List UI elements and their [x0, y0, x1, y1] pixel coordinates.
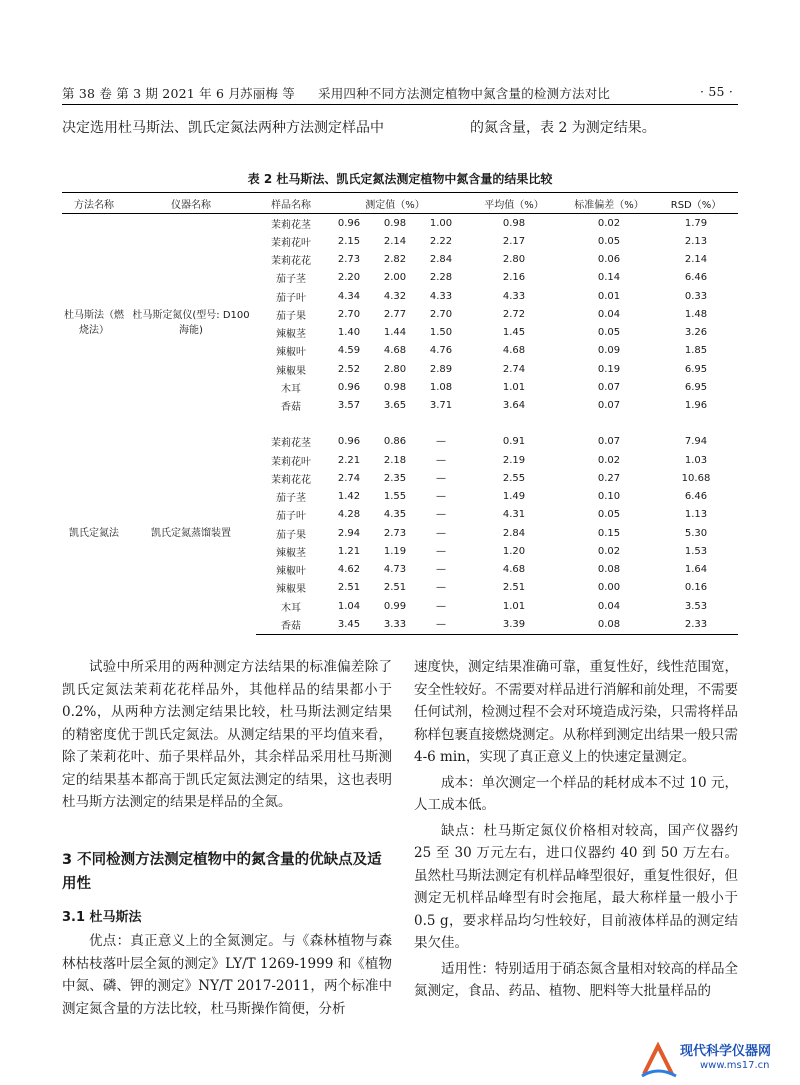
mean-cell: 1.20	[502, 545, 526, 557]
discussion-paragraph: 试验中所采用的两种测定方法结果的标准偏差除了凯氏定氮法茉莉花花样品外，其他样品的结果都小于 0.2%，从两种方法测定结果比较，杜马斯法测定结果的精密度优于凯氏定氮法。从测定结果的平均值来看，除了茉莉花叶、茄子果样品外，其余样品采用杜马斯测定的结果基本都高于凯氏定氮法测定的结果，这也表明杜马斯方法测定的结果是样品的全氮。	[62, 659, 392, 810]
intro-line-right: 的氮含量，表 2 为测定结果。	[470, 120, 656, 136]
measured-1-cell: 2.20	[337, 272, 361, 284]
intro-line: 决定选用杜马斯法、凯氏定氮法两种方法测定样品中	[62, 120, 384, 136]
measured-1-cell: 1.21	[337, 545, 361, 557]
measured-1-cell: 3.45	[326, 615, 372, 634]
sd-cell: 0.02	[597, 454, 621, 466]
measured-2-cell: 2.51	[383, 582, 407, 594]
measured-1-cell: 1.04	[337, 600, 361, 612]
mean-cell: 4.68	[502, 345, 526, 357]
header-mean: 平均值（%）	[464, 193, 564, 214]
mean-cell: 1.45	[502, 327, 526, 339]
rsd-cell: 6.95	[684, 363, 708, 375]
mean-cell: 4.33	[502, 290, 526, 302]
left-column	[62, 656, 392, 814]
rsd-cell: 2.33	[654, 615, 738, 634]
measured-2-cell: 0.98	[383, 381, 407, 393]
mean-cell: 2.72	[502, 308, 526, 320]
disadvantages-paragraph: 缺点：杜马斯定氮仪价格相对较高，国产仪器约 25 至 30 万元左右，进口仪器约 40 到 50 万左右。虽然杜马斯法测定有机样品峰型很好，重复性很好，但测定无机样品峰型有时会拖尾，最大称样量一般小于 0.5 g，要求样品均匀性较好，目前液体样品的测定结果欠佳。	[414, 822, 738, 951]
header-measured: 测定值（%）	[326, 193, 464, 214]
rsd-cell: 1.96	[684, 400, 708, 412]
sample-name-cell: 辣椒果	[276, 584, 306, 596]
measured-1-cell: 2.15	[337, 235, 361, 247]
measured-3-cell: 2.84	[429, 254, 453, 266]
sample-name-cell: 茉莉花茎	[271, 438, 311, 450]
measured-2-cell: 4.73	[383, 564, 407, 576]
sd-cell: 0.05	[597, 509, 621, 521]
measured-2-cell: 2.82	[383, 254, 407, 266]
measured-2-cell: 1.55	[383, 491, 407, 503]
sd-cell: 0.05	[597, 235, 621, 247]
measured-1-cell: 0.96	[337, 436, 361, 448]
header-rule	[62, 104, 738, 105]
sd-cell: 0.02	[597, 217, 621, 229]
measured-3-cell: 2.70	[429, 308, 453, 320]
measured-1-cell: 4.59	[337, 345, 361, 357]
sd-cell: 0.01	[597, 290, 621, 302]
watermark-url: www.ms17.cn	[700, 1060, 770, 1071]
sd-cell: 0.07	[597, 436, 621, 448]
sample-name-cell: 木耳	[281, 383, 301, 395]
measured-2-cell: 1.19	[383, 545, 407, 557]
measured-1-cell: 2.52	[337, 363, 361, 375]
advantages-paragraph: 优点：真正意义上的全氮测定。与《森林植物与森林枯枝落叶层全氮的测定》LY/T 1269-1999 和《植物中氮、磷、钾的测定》NY/T 2017-2011，两个标准中测定氮含量的方法比较，杜马斯操作简便，分析	[62, 933, 392, 1017]
measured-1-cell: 4.62	[337, 564, 361, 576]
measured-3-cell: —	[436, 527, 446, 539]
measured-2-cell: 2.14	[383, 235, 407, 247]
sd-cell: 0.09	[597, 345, 621, 357]
measured-1-cell: 2.51	[337, 582, 361, 594]
measured-2-cell: 2.00	[383, 272, 407, 284]
header-sample: 样品名称	[256, 193, 326, 214]
sd-cell: 0.14	[597, 272, 621, 284]
sample-name-cell: 茉莉花茎	[271, 219, 311, 231]
header-rsd: RSD（%）	[654, 193, 738, 214]
method-name-cell: 杜马斯法（燃烧法）	[64, 310, 124, 337]
sample-name-cell: 茉莉花叶	[271, 237, 311, 249]
measured-3-cell: —	[436, 472, 446, 484]
section-3-1-heading: 3.1 杜马斯法	[62, 910, 142, 925]
sample-name-cell: 茄子果	[276, 310, 306, 322]
table-header-row	[62, 193, 738, 214]
measured-1-cell: 2.70	[337, 308, 361, 320]
measured-3-cell: 4.33	[429, 290, 453, 302]
table-row	[62, 433, 738, 451]
measured-1-cell: 0.96	[337, 381, 361, 393]
measured-2-cell: 0.99	[383, 600, 407, 612]
measured-3-cell: —	[436, 491, 446, 503]
sample-name-cell: 茄子叶	[276, 511, 306, 523]
sd-cell: 0.00	[597, 582, 621, 594]
header-instrument: 仪器名称	[126, 193, 256, 214]
sample-name-cell: 茉莉花叶	[271, 456, 311, 468]
advantages-block	[62, 930, 392, 1020]
results-table	[62, 192, 738, 635]
sample-name-cell: 辣椒叶	[276, 347, 306, 359]
mean-cell: 4.31	[502, 509, 526, 521]
measured-1-cell: 0.96	[337, 217, 361, 229]
measured-3-cell: —	[436, 509, 446, 521]
mean-cell: 1.01	[502, 381, 526, 393]
sample-name-cell: 辣椒叶	[276, 566, 306, 578]
sd-cell: 0.19	[597, 363, 621, 375]
measured-3-cell: 1.08	[429, 381, 453, 393]
measured-1-cell: 4.34	[337, 290, 361, 302]
sample-name-cell: 茉莉花花	[271, 474, 311, 486]
rsd-cell: 2.13	[684, 235, 708, 247]
sample-name-cell: 辣椒茎	[276, 329, 306, 341]
instrument-name-cell: 杜马斯定氮仪(型号: D100 海能)	[132, 310, 250, 337]
rsd-cell: 1.53	[684, 545, 708, 557]
mean-cell: 2.51	[502, 582, 526, 594]
sd-cell: 0.06	[597, 254, 621, 266]
measured-2-cell: 4.32	[383, 290, 407, 302]
sd-cell: 0.04	[597, 308, 621, 320]
measured-1-cell: 4.28	[337, 509, 361, 521]
sample-name-cell: 茄子果	[276, 529, 306, 541]
measured-3-cell: 3.71	[429, 400, 453, 412]
right-column	[414, 656, 738, 1003]
measured-2-cell: 4.68	[383, 345, 407, 357]
sd-cell: 0.05	[597, 327, 621, 339]
sd-cell: 0.07	[597, 381, 621, 393]
measured-1-cell: 2.21	[337, 454, 361, 466]
mean-cell: 2.16	[502, 272, 526, 284]
mean-cell: 3.39	[464, 615, 564, 634]
table-caption: 表 2 杜马斯法、凯氏定氮法测定植物中氮含量的结果比较	[247, 172, 553, 186]
measured-2-cell: 3.33	[372, 615, 418, 634]
rsd-cell: 1.48	[684, 308, 708, 320]
mean-cell: 2.84	[502, 527, 526, 539]
measured-2-cell: 2.80	[383, 363, 407, 375]
header-article-title: 采用四种不同方法测定植物中氮含量的检测方法对比	[318, 86, 611, 101]
sample-name-cell: 茄子叶	[276, 292, 306, 304]
rsd-cell: 3.53	[684, 600, 708, 612]
mean-cell: 2.74	[502, 363, 526, 375]
rsd-cell: 5.30	[684, 527, 708, 539]
measured-1-cell: 1.42	[337, 491, 361, 503]
measured-1-cell: 2.94	[337, 527, 361, 539]
sample-name-cell: 辣椒果	[276, 365, 306, 377]
measured-1-cell: 1.40	[337, 327, 361, 339]
measured-3-cell: 4.76	[429, 345, 453, 357]
measured-2-cell: 3.65	[383, 400, 407, 412]
rsd-cell: 0.16	[684, 582, 708, 594]
header-method: 方法名称	[62, 193, 126, 214]
mean-cell: 3.64	[502, 400, 526, 412]
measured-3-cell: 2.28	[429, 272, 453, 284]
sample-name-cell: 茉莉花花	[271, 256, 311, 268]
mean-cell: 2.17	[502, 235, 526, 247]
measured-3-cell: —	[436, 564, 446, 576]
mean-cell: 4.68	[502, 564, 526, 576]
measured-2-cell: 2.73	[383, 527, 407, 539]
journal-issue: 第 38 卷 第 3 期 2021 年 6 月	[62, 86, 241, 101]
measured-2-cell: 2.77	[383, 308, 407, 320]
measured-2-cell: 2.18	[383, 454, 407, 466]
sd-cell: 0.08	[597, 564, 621, 576]
measured-3-cell: —	[436, 436, 446, 448]
mean-cell: 2.19	[502, 454, 526, 466]
rsd-cell: 1.79	[684, 217, 708, 229]
watermark-name: 现代科学仪器网	[680, 1044, 772, 1059]
measured-2-cell: 2.35	[383, 472, 407, 484]
rsd-cell: 6.95	[684, 381, 708, 393]
measured-3-cell: 1.00	[429, 217, 453, 229]
spacer-cell	[256, 415, 738, 433]
mean-cell: 2.80	[502, 254, 526, 266]
cost-paragraph: 成本：单次测定一个样品的耗材成本不过 10 元，人工成本低。	[414, 774, 738, 813]
rsd-cell: 6.46	[684, 491, 708, 503]
measured-1-cell: 3.57	[337, 400, 361, 412]
sample-name-cell: 茄子茎	[276, 493, 306, 505]
measured-2-cell: 4.35	[383, 509, 407, 521]
rsd-cell: 10.68	[681, 472, 711, 484]
sd-cell: 0.02	[597, 545, 621, 557]
measured-3-cell: —	[436, 600, 446, 612]
sample-name-cell: 木耳	[281, 602, 301, 614]
sample-name-cell: 香菇	[256, 615, 326, 634]
mean-cell: 1.49	[502, 491, 526, 503]
instrument-name-cell: 凯氏定氮蒸馏装置	[151, 527, 231, 539]
rsd-cell: 1.85	[684, 345, 708, 357]
measured-3-cell: 2.89	[429, 363, 453, 375]
right-paragraph-1: 速度快，测定结果准确可靠，重复性好，线性范围宽，安全性较好。不需要对样品进行消解和前处理，不需要任何试剂，检测过程不会对环境造成污染，只需将样品称样包裹直接燃烧测定。从称样到测定出结果一般只需 4-6 min，实现了真正意义上的快速定量测定。	[414, 659, 738, 765]
rsd-cell: 3.26	[684, 327, 708, 339]
sample-name-cell: 香菇	[281, 402, 301, 414]
rsd-cell: 2.14	[684, 254, 708, 266]
mean-cell: 2.55	[502, 472, 526, 484]
header-authors: 苏丽梅 等	[240, 86, 295, 101]
sample-name-cell: 辣椒茎	[276, 547, 306, 559]
sample-name-cell: 茄子茎	[276, 274, 306, 286]
rsd-cell: 7.94	[684, 436, 708, 448]
table-row	[62, 214, 738, 233]
method-name-cell: 凯氏定氮法	[69, 527, 119, 539]
measured-3-cell: 2.22	[429, 235, 453, 247]
measured-3-cell: —	[436, 582, 446, 594]
sd-cell: 0.04	[597, 600, 621, 612]
page-number: · 55 ·	[700, 84, 733, 99]
sd-cell: 0.10	[597, 491, 621, 503]
measured-3-cell: —	[436, 454, 446, 466]
rsd-cell: 1.03	[684, 454, 708, 466]
measured-1-cell: 2.74	[337, 472, 361, 484]
sd-cell: 0.08	[564, 615, 654, 634]
measured-2-cell: 0.98	[383, 217, 407, 229]
measured-1-cell: 2.73	[337, 254, 361, 266]
sd-cell: 0.07	[597, 400, 621, 412]
sd-cell: 0.27	[597, 472, 621, 484]
rsd-cell: 1.13	[684, 509, 708, 521]
measured-2-cell: 1.44	[383, 327, 407, 339]
mean-cell: 0.91	[502, 436, 526, 448]
section-3-heading: 3 不同检测方法测定植物中的氮含量的优缺点及适用性	[62, 852, 382, 892]
mean-cell: 0.98	[502, 217, 526, 229]
rsd-cell: 6.46	[684, 272, 708, 284]
rsd-cell: 0.33	[684, 290, 708, 302]
header-sd: 标准偏差（%）	[564, 193, 654, 214]
measured-3-cell: —	[418, 615, 464, 634]
measured-2-cell: 0.86	[383, 436, 407, 448]
rsd-cell: 1.64	[684, 564, 708, 576]
measured-3-cell: 1.50	[429, 327, 453, 339]
mean-cell: 1.01	[502, 600, 526, 612]
sd-cell: 0.15	[597, 527, 621, 539]
measured-3-cell: —	[436, 545, 446, 557]
applicability-paragraph: 适用性：特别适用于硝态氮含量相对较高的样品全氮测定，食品、药品、植物、肥料等大批量样品的	[414, 960, 738, 999]
